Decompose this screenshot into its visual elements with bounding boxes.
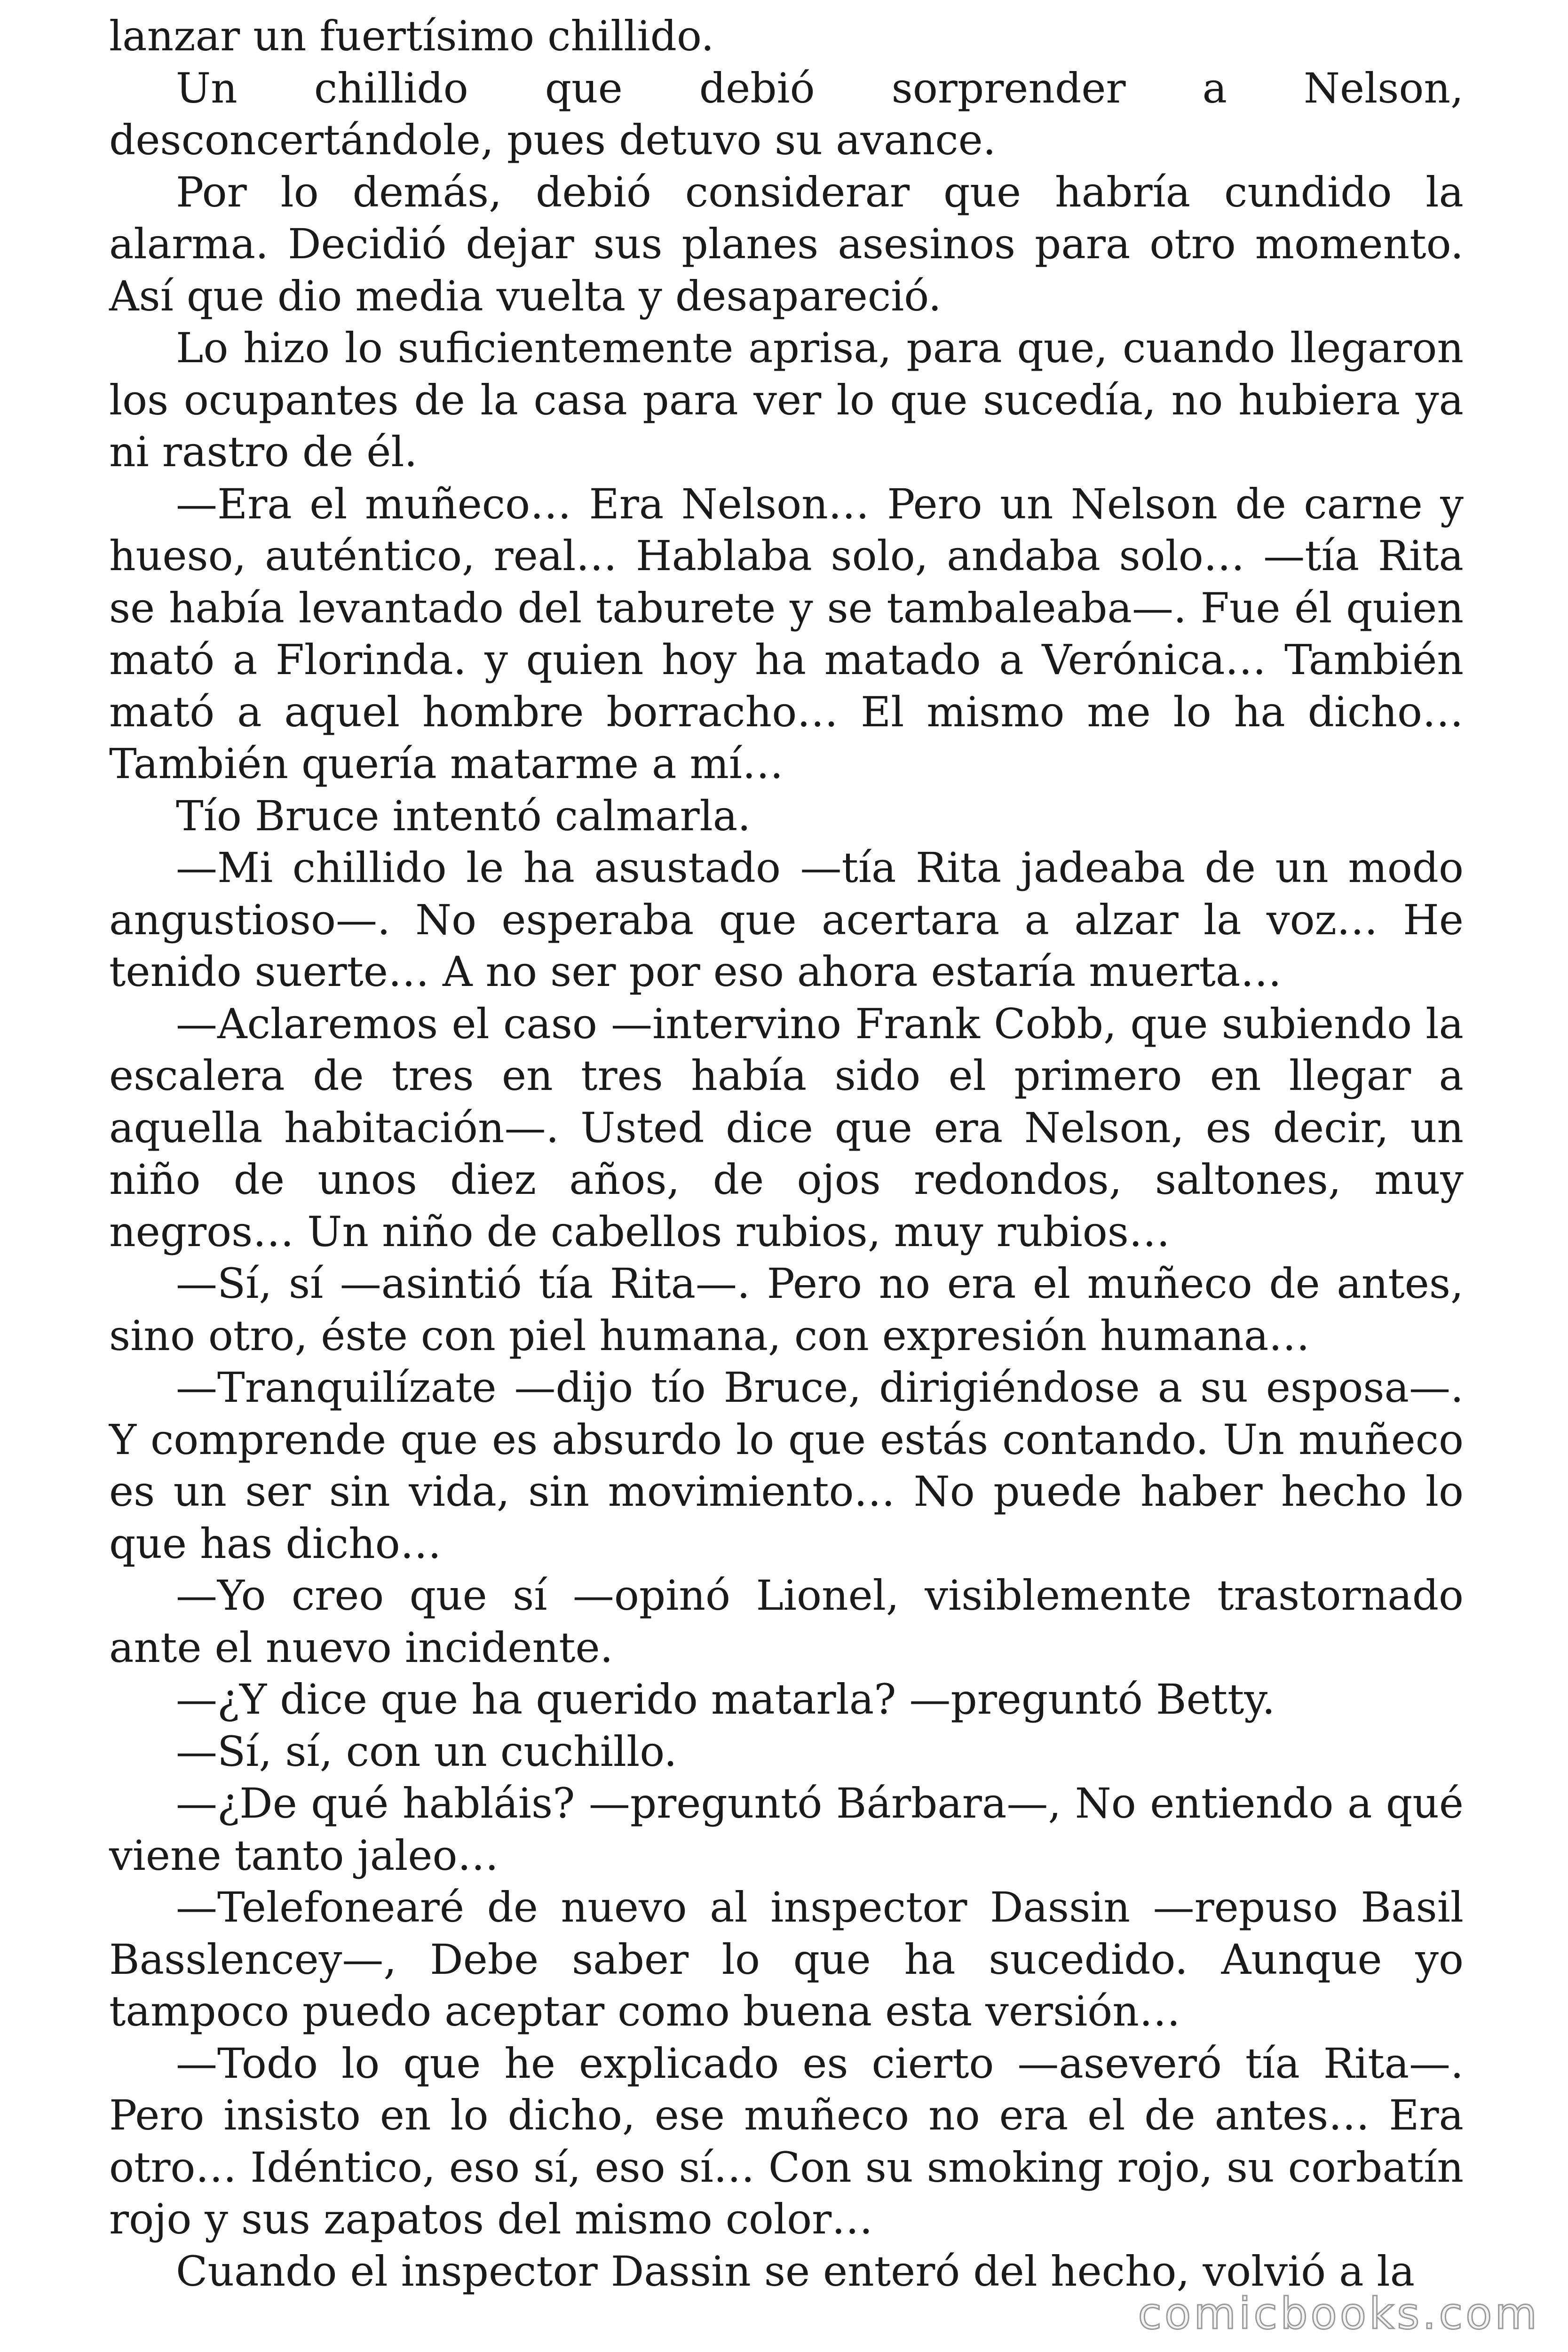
- paragraph: —Todo lo que he explicado es cierto —aseveró tía Rita—. Pero insisto en lo dicho, ese muñeco no era el de antes… Era otro… Idéntico, eso sí, eso sí… Con su smoking rojo, su corbatín rojo y sus zapatos del mismo color…: [109, 2039, 1464, 2243]
- paragraph: —Aclaremos el caso —intervino Frank Cobb, que subiendo la escalera de tres en tres había sido el primero en llegar a aquella habitación—. Usted dice que era Nelson, es decir, un niño de unos diez años, de ojos redondos, saltones, muy negros… Un niño de cabellos rubios, muy rubios…: [109, 999, 1464, 1256]
- paragraph: —¿Y dice que ha querido matarla? —preguntó Betty.: [176, 1675, 1275, 1724]
- page-body: [109, 10, 1464, 2297]
- paragraph: —Yo creo que sí —opinó Lionel, visiblemente trastornado ante el nuevo incidente.: [109, 1571, 1464, 1672]
- paragraph: —Sí, sí —asintió tía Rita—. Pero no era el muñeco de antes, sino otro, éste con piel humana, con expresión humana…: [109, 1259, 1464, 1360]
- paragraph: —Mi chillido le ha asustado —tía Rita jadeaba de un modo angustioso—. No esperaba que acertara a alzar la voz… He tenido suerte… A no ser por eso ahora estaría muerta…: [109, 843, 1464, 996]
- paragraph: Tío Bruce intentó calmarla.: [176, 791, 751, 840]
- paragraph: —Tranquilízate —dijo tío Bruce, dirigiéndose a su esposa—. Y comprende que es absurdo lo que estás contando. Un muñeco es un ser sin vida, sin movimiento… No puede haber hecho lo que has dicho…: [109, 1363, 1464, 1568]
- paragraph: Por lo demás, debió considerar que habría cundido la alarma. Decidió dejar sus planes asesinos para otro momento. Así que dio media vuelta y desapareció.: [109, 167, 1464, 320]
- paragraph: —Era el muñeco… Era Nelson… Pero un Nelson de carne y hueso, auténtico, real… Hablaba solo, andaba solo… —tía Rita se había levantado del taburete y se tambaleaba—. Fue él quien mató a Florinda. y quien hoy ha matado a Verónica… También mató a aquel hombre borracho… El mismo me lo ha dicho… También quería matarme a mí…: [109, 479, 1464, 788]
- paragraph: lanzar un fuertísimo chillido.: [109, 12, 714, 60]
- paragraph: —Sí, sí, con un cuchillo.: [176, 1727, 677, 1776]
- paragraph: —Telefonearé de nuevo al inspector Dassin —repuso Basil Basslencey—, Debe saber lo que ha sucedido. Aunque yo tampoco puedo aceptar como buena esta versión…: [109, 1883, 1464, 2035]
- paragraph: Un chillido que debió sorprender a Nelson, desconcertándole, pues detuvo su avance.: [109, 64, 1464, 164]
- paragraph: Cuando el inspector Dassin se enteró del hecho, volvió a la: [176, 2247, 1415, 2296]
- paragraph: —¿De qué habláis? —preguntó Bárbara—, No entiendo a qué viene tanto jaleo…: [109, 1779, 1464, 1880]
- watermark: comicbooks.com: [1138, 2288, 1540, 2339]
- paragraph: Lo hizo lo suficientemente aprisa, para que, cuando llegaron los ocupantes de la casa para ver lo que sucedía, no hubiera ya ni rastro de él.: [109, 324, 1464, 476]
